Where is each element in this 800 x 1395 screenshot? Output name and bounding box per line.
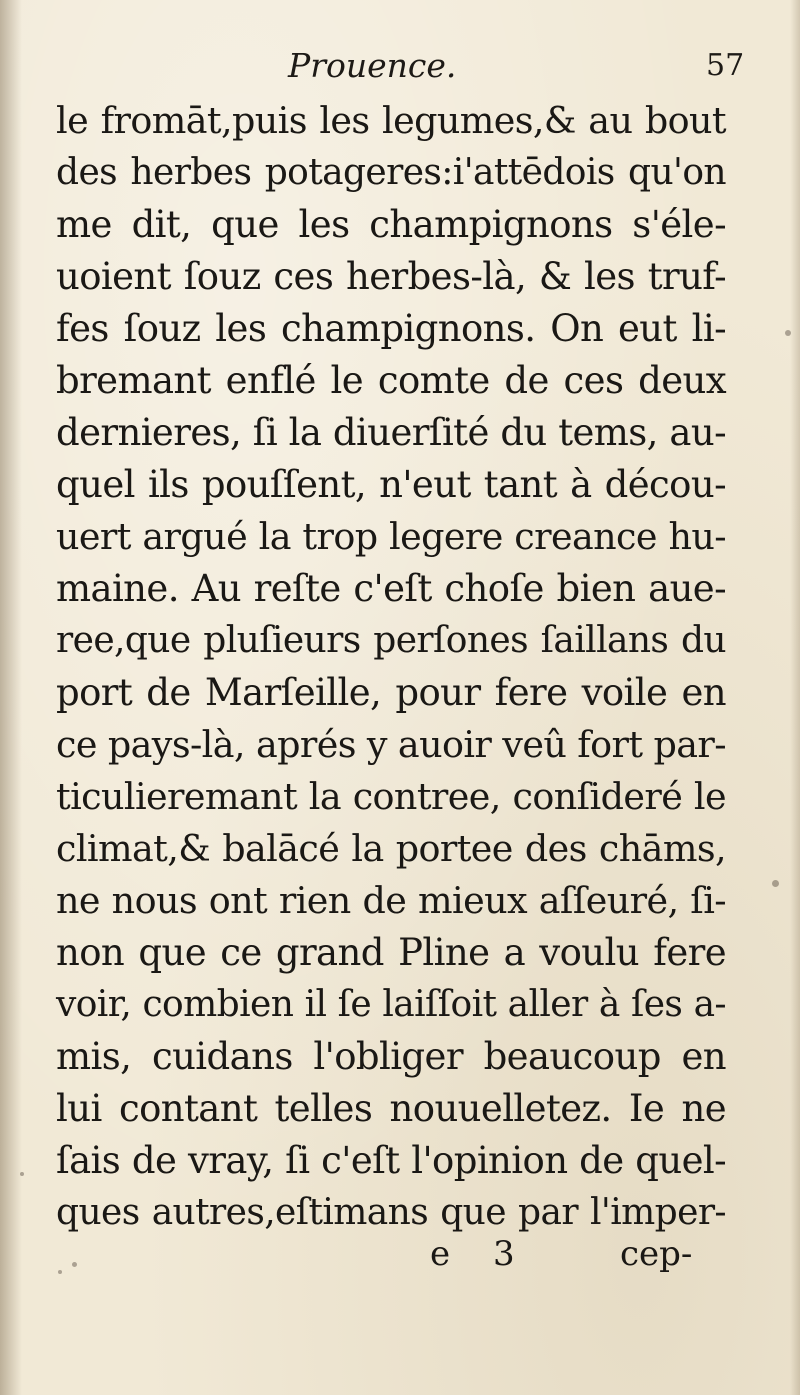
catchword: cep- [620, 1234, 693, 1274]
text-line: ticulieremant la contree, conſideré le [56, 775, 726, 818]
text-line: me dit, que les champignons s'éle- [56, 203, 726, 246]
text-line: ſais de vray, ſi c'eſt l'opinion de quel- [56, 1139, 726, 1182]
page-edge [790, 0, 800, 1395]
text-line: des herbes potageres:i'attēdois qu'on [56, 152, 726, 193]
text-line: dernieres, ſi la diuerſité du tems, au- [56, 411, 726, 454]
text-line: ce pays-là, aprés y auoir veû fort par- [56, 723, 726, 766]
text-line: uoient ſouz ces herbes-là, & les truf- [56, 255, 726, 298]
text-line: mis, cuidans l'obliger beaucoup en [56, 1035, 726, 1078]
text-line: quel ils pouſſent, n'eut tant à décou- [56, 463, 726, 506]
signature-letter: e [430, 1234, 451, 1274]
text-line: bremant enflé le comte de ces deux [56, 359, 726, 402]
signature-number: 3 [493, 1234, 515, 1274]
running-head [0, 42, 800, 92]
paper-speck [785, 330, 791, 336]
text-line: le fromāt,puis les legumes,& au bout [56, 99, 726, 142]
text-line: voir, combien il ſe laiſſoit aller à ſes a- [56, 984, 726, 1025]
gutter-shadow [0, 0, 22, 1395]
text-line: port de Marſeille, pour fere voile en [56, 671, 726, 714]
text-line: ques autres,eſtimans que par l'imper- [56, 1192, 726, 1233]
text-line: climat,& balācé la portee des chāms, [56, 827, 726, 870]
paper-speck [72, 1262, 77, 1267]
text-line: maine. Au reſte c'eſt choſe bien aue- [56, 567, 726, 610]
running-title: Prouence. [288, 46, 457, 85]
page-number: 57 [706, 48, 745, 83]
paper-speck [772, 880, 779, 887]
text-line: ree,que pluſieurs perſones ſaillans du [56, 620, 726, 661]
paper-speck [58, 1270, 62, 1274]
text-line: non que ce grand Pline a voulu fere [56, 931, 726, 974]
text-line: ne nous ont rien de mieux aſſeuré, ſi- [56, 879, 726, 922]
paper-speck [20, 1172, 24, 1176]
text-line: fes ſouz les champignons. On eut li- [56, 307, 726, 350]
text-line: uert argué la trop legere creance hu- [56, 515, 726, 558]
body-text [56, 95, 726, 1239]
page-footer [0, 1228, 800, 1288]
text-line: lui contant telles nouuelletez. Ie ne [56, 1087, 726, 1130]
